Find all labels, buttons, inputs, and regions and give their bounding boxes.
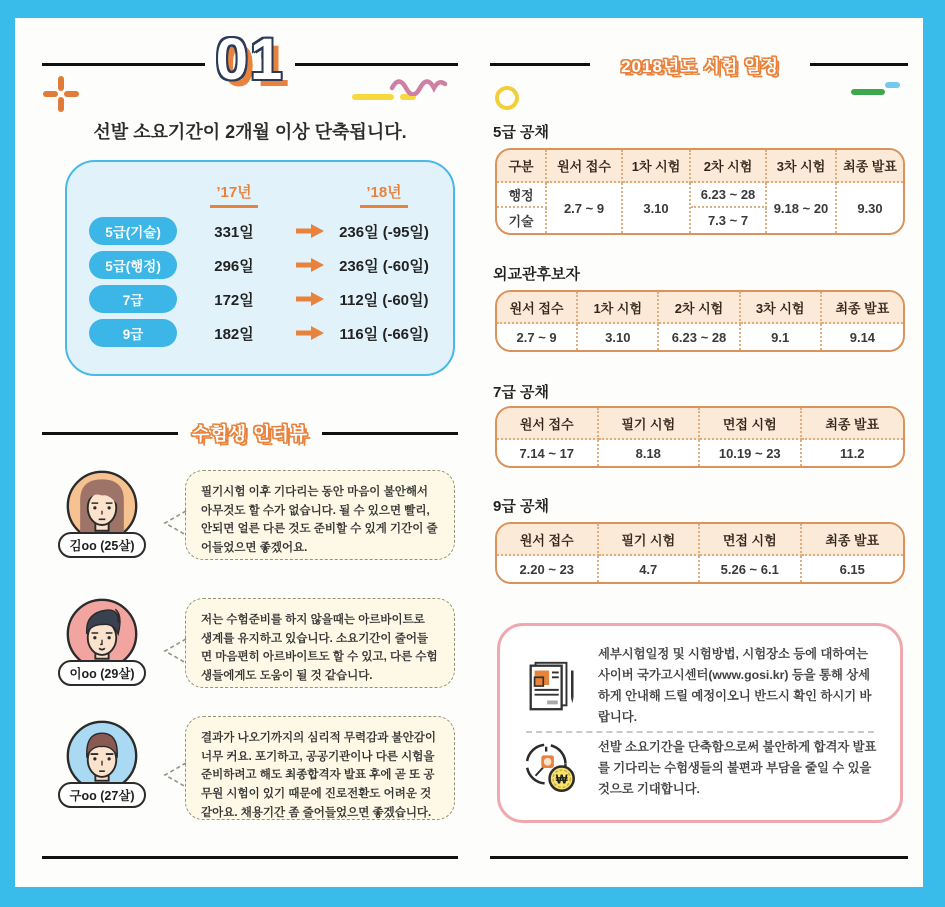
interviewee [40, 596, 164, 686]
schedule-value: 8.18 [599, 440, 701, 466]
col-header: 1차 시험 [623, 150, 691, 183]
year-2017-header: ’17년 [210, 181, 257, 208]
schedule-value: 9.18 ~ 20 [767, 183, 837, 233]
arrow-right-icon [294, 257, 326, 273]
comparison-row [85, 316, 435, 350]
days-2017: 182일 [214, 325, 254, 343]
infographic-page [15, 18, 923, 887]
speech-tail-icon [161, 508, 187, 538]
arrow-right-icon [294, 291, 326, 307]
col-header: 2차 시험 [659, 292, 740, 324]
clock-coin-icon [522, 739, 580, 797]
comparison-row [85, 248, 435, 282]
schedule-value: 2.7 ~ 9 [497, 324, 578, 350]
schedule-value: 10.19 ~ 23 [700, 440, 802, 466]
row-label: 기술 [497, 208, 547, 233]
col-header: 면접 시험 [700, 524, 802, 556]
schedule-value: 9.1 [741, 324, 822, 350]
schedule-table-grade5 [495, 148, 905, 235]
notice-box [497, 623, 903, 823]
schedule-value: 7.3 ~ 7 [691, 208, 767, 233]
col-header: 필기 시험 [599, 408, 701, 440]
days-2018: 236일 (-60일) [339, 257, 429, 275]
schedule-table-grade7 [495, 406, 905, 468]
grade-badge: 5급(행정) [89, 251, 177, 279]
col-header: 1차 시험 [578, 292, 659, 324]
col-header: 2차 시험 [691, 150, 767, 183]
days-2017: 296일 [214, 257, 254, 275]
col-header: 면접 시험 [700, 408, 802, 440]
yellow-dash-icon [352, 94, 394, 100]
interview-quote: 결과가 나오기까지의 심리적 무력감과 불안감이 너무 커요. 포기하고, 공공기관이나 다른 시험을 준비하려고 해도 최종합격자 발표 후에 곧 또 공무원 시험이 있기 때문에 진로전환도 어려운 것 같아요. 채용기간 좀 줄어들었으면 좋겠습니다. [201, 732, 436, 819]
schedule-value: 3.10 [578, 324, 659, 350]
section-number: 01 [215, 27, 285, 92]
col-header: 원서 접수 [497, 524, 599, 556]
col-header: 3차 시험 [741, 292, 822, 324]
schedule-value: 2.20 ~ 23 [497, 556, 599, 582]
notice-text: 선발 소요기간을 단축함으로써 불안하게 합격자 발표를 기다리는 수험생들의 불편과 부담을 줄일 수 있을것으로 기대합니다. [598, 739, 877, 796]
table-label-diplomat: 외교관후보자 [493, 266, 580, 283]
interviewee-name: 이oo (29살) [58, 660, 145, 686]
col-header: 최종 발표 [802, 524, 904, 556]
interview-quote: 필기시험 이후 기다리는 동안 마음이 불안해서 아무것도 할 수가 없습니다. 될 수 있으면 빨리, 안되면 얼른 다른 것도 준비할 수 있게 기간이 줄어들었으면 좋겠어요. [201, 486, 438, 554]
col-header: 필기 시험 [599, 524, 701, 556]
schedule-value: 5.26 ~ 6.1 [700, 556, 802, 582]
footer-divider [42, 856, 458, 859]
arrow-right-icon [294, 325, 326, 341]
days-2017: 172일 [214, 291, 254, 309]
col-header: 구분 [497, 150, 547, 183]
schedule-value: 6.23 ~ 28 [691, 183, 767, 208]
days-2017: 331일 [214, 223, 254, 241]
row-label: 행정 [497, 183, 547, 208]
col-header: 최종 발표 [802, 408, 904, 440]
days-2018: 112일 (-60일) [339, 291, 429, 309]
speech-bubble [185, 470, 455, 560]
comparison-row [85, 214, 435, 248]
squiggle-icon [389, 74, 449, 96]
schedule-table-diplomat [495, 290, 905, 352]
col-header: 원서 접수 [497, 292, 578, 324]
notice-text: 세부시험일정 및 시험방법, 시험장소 등에 대하여는 사이버 국가고시센터(www.gosi.kr) 등을 통해 상세하게 안내해 드릴 예정이오니 반드시 확인 하시기 바랍니다. [598, 647, 872, 725]
interviewee-name: 김oo (25살) [58, 532, 145, 558]
circle-decoration-icon [495, 86, 519, 110]
schedule-table-grade9 [495, 522, 905, 584]
schedule-value: 9.14 [849, 329, 876, 345]
schedule-value: 4.7 [599, 556, 701, 582]
grade-badge: 5급(기술) [89, 217, 177, 245]
dashed-divider [526, 731, 874, 733]
schedule-value: 3.10 [623, 183, 691, 233]
schedule-value: 6.15 [839, 561, 865, 577]
comparison-box [65, 160, 455, 376]
year-2018-header: ’18년 [360, 181, 407, 208]
plus-decoration-icon [43, 76, 79, 112]
notice-item [520, 735, 880, 802]
interview-quote: 저는 수험준비를 하지 않을때는 아르바이트로 생계를 유지하고 있습니다. 소요기간이 줄어들면 마음편히 아르바이트도 할 수 있고, 다른 수험생들에게도 도움이 될 것 같습니다. [201, 614, 438, 682]
green-dash-icon [851, 89, 885, 95]
notice-item [520, 644, 880, 729]
blue-dash-icon [885, 82, 900, 88]
table-label-grade9: 9급 공채 [493, 498, 549, 515]
speech-tail-icon [161, 760, 187, 790]
arrow-right-icon [294, 223, 326, 239]
table-label-grade7: 7급 공채 [493, 384, 549, 401]
svg-text:₩: ₩ [555, 772, 568, 787]
col-header: 최종 발표 [837, 150, 903, 183]
grade-badge: 7급 [89, 285, 177, 313]
schedule-value: 6.23 ~ 28 [659, 324, 740, 350]
interview-heading: 수험생 인터뷰 [191, 424, 309, 444]
comparison-row [85, 282, 435, 316]
schedule-value: 2.7 ~ 9 [547, 183, 623, 233]
schedule-value: 7.14 ~ 17 [497, 440, 599, 466]
days-2018: 116일 (-66일) [339, 325, 429, 343]
newspaper-pen-icon [522, 657, 580, 715]
interviewee [40, 718, 164, 808]
speech-tail-icon [161, 636, 187, 666]
interviewee [40, 468, 164, 558]
col-header: 최종 발표 [822, 292, 903, 324]
col-header: 원서 접수 [497, 408, 599, 440]
col-header: 원서 접수 [547, 150, 623, 183]
interviewee-name: 구oo (27살) [58, 782, 145, 808]
grade-badge: 9급 [89, 319, 177, 347]
col-header: 3차 시험 [767, 150, 837, 183]
schedule-value: 9.30 [857, 200, 883, 216]
footer-divider [490, 856, 908, 859]
table-label-grade5: 5급 공채 [493, 124, 549, 141]
days-2018: 236일 (-95일) [339, 223, 429, 241]
speech-bubble [185, 716, 455, 820]
speech-bubble [185, 598, 455, 688]
page-title: 선발 소요기간이 2개월 이상 단축됩니다. [93, 122, 407, 142]
schedule-heading: 2018년도 시험 일정 [621, 57, 779, 76]
schedule-value: 11.2 [839, 445, 865, 461]
